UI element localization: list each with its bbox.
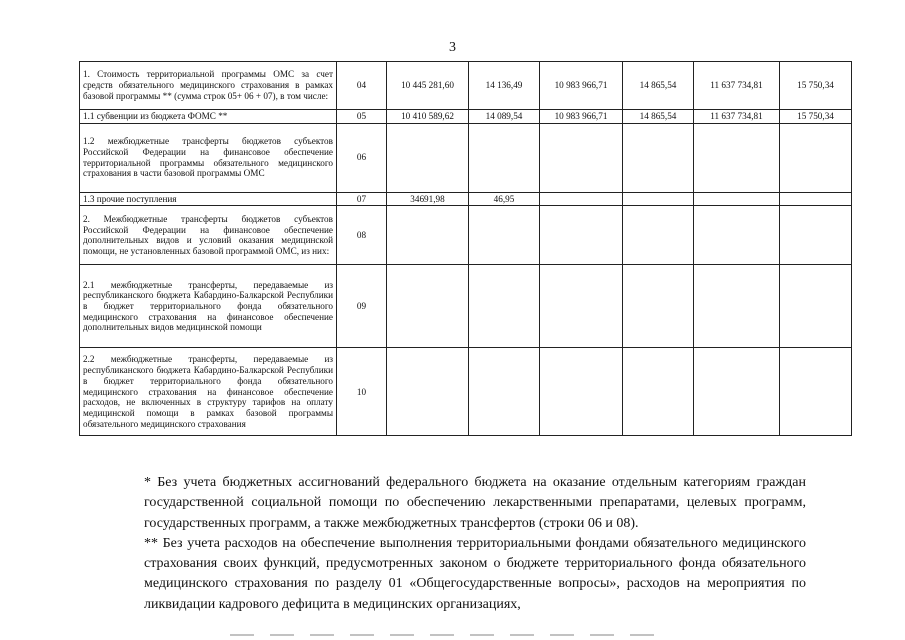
value-cell: [694, 348, 780, 436]
value-cell: 14 136,49: [469, 62, 540, 110]
footnotes: [144, 473, 806, 615]
footnote-2: ** Без учета расходов на обеспечение выполнения территориальными фондами обязательного медицинского страхования своих функций, предусмотренных законом о бюджете территориального фонда обязательного медицинского страхования по разделу 01 «Общегосударственные вопросы», расходов на мероприятия по ликвидации кадрового дефицита в медицинских организациях,: [144, 535, 806, 612]
row-code: 07: [337, 192, 387, 206]
table-row: [80, 206, 852, 265]
value-cell: [540, 206, 623, 265]
value-cell: 14 865,54: [623, 62, 694, 110]
row-code: 10: [337, 348, 387, 436]
value-cell: 34691,98: [387, 192, 469, 206]
row-code: 05: [337, 110, 387, 124]
footnote-1: * Без учета бюджетных ассигнований федерального бюджета на оказание отдельным категориям граждан государственной социальной помощи по обеспечению лекарственными препаратами, целевых программ, государственных программ, а также межбюджетных трансфертов (строки 06 и 08).: [144, 475, 806, 531]
row-description: 2.1 межбюджетные трансферты, передаваемые из республиканского бюджета Кабардино-Балкарской Республики в бюджет территориального фонда обязательного медицинского страхования на финансовое обеспечение дополнительных видов медицинской помощи: [80, 265, 337, 348]
value-cell: 10 445 281,60: [387, 62, 469, 110]
financing-table: [79, 61, 852, 436]
value-cell: 14 089,54: [469, 110, 540, 124]
value-cell: [387, 123, 469, 192]
value-cell: [780, 206, 852, 265]
value-cell: [469, 206, 540, 265]
value-cell: [623, 206, 694, 265]
row-code: 04: [337, 62, 387, 110]
row-code: 09: [337, 265, 387, 348]
table-row: [80, 348, 852, 436]
value-cell: [387, 265, 469, 348]
value-cell: [623, 123, 694, 192]
value-cell: [540, 192, 623, 206]
row-description: 2.2 межбюджетные трансферты, передаваемые из республиканского бюджета Кабардино-Балкарской Республики в бюджет территориального фонда обязательного медицинского страхования на финансовое обеспечение расходов, не включенных в структуру тарифов на оплату медицинской помощи в рамках базовой программы обязательного медицинского страхования: [80, 348, 337, 436]
value-cell: 15 750,34: [780, 110, 852, 124]
value-cell: [780, 265, 852, 348]
value-cell: 11 637 734,81: [694, 110, 780, 124]
value-cell: [780, 192, 852, 206]
page-number: 3: [449, 40, 456, 55]
value-cell: 10 983 966,71: [540, 110, 623, 124]
value-cell: [694, 206, 780, 265]
value-cell: [387, 348, 469, 436]
row-description: 1.3 прочие поступления: [80, 192, 337, 206]
value-cell: [694, 265, 780, 348]
row-description: 1. Стоимость территориальной программы ОМС за счет средств обязательного медицинского страхования в рамках базовой программы ** (сумма строк 05+ 06 + 07), в том числе:: [80, 62, 337, 110]
value-cell: [540, 123, 623, 192]
table-row: [80, 110, 852, 124]
row-code: 08: [337, 206, 387, 265]
value-cell: 14 865,54: [623, 110, 694, 124]
value-cell: [469, 348, 540, 436]
table-row: [80, 62, 852, 110]
value-cell: 46,95: [469, 192, 540, 206]
value-cell: [694, 192, 780, 206]
value-cell: [540, 265, 623, 348]
value-cell: [469, 123, 540, 192]
value-cell: 15 750,34: [780, 62, 852, 110]
row-code: 06: [337, 123, 387, 192]
row-description: 2. Межбюджетные трансферты бюджетов субъектов Российской Федерации на финансовое обеспечение дополнительных видов и условий оказания медицинской помощи, не установленных базовой программой ОМС, из них:: [80, 206, 337, 265]
value-cell: [780, 123, 852, 192]
table-row: [80, 192, 852, 206]
table-row: [80, 123, 852, 192]
value-cell: [694, 123, 780, 192]
value-cell: 10 983 966,71: [540, 62, 623, 110]
table-row: [80, 265, 852, 348]
value-cell: [387, 206, 469, 265]
value-cell: [623, 192, 694, 206]
value-cell: 11 637 734,81: [694, 62, 780, 110]
row-description: 1.2 межбюджетные трансферты бюджетов субъектов Российской Федерации на финансовое обеспечение территориальной программы обязательного медицинского страхования в части базовой программы ОМС: [80, 123, 337, 192]
value-cell: [623, 265, 694, 348]
row-description: 1.1 субвенции из бюджета ФОМС **: [80, 110, 337, 124]
value-cell: [540, 348, 623, 436]
value-cell: [780, 348, 852, 436]
bottom-cut-line: [230, 634, 660, 636]
value-cell: 10 410 589,62: [387, 110, 469, 124]
value-cell: [469, 265, 540, 348]
value-cell: [623, 348, 694, 436]
